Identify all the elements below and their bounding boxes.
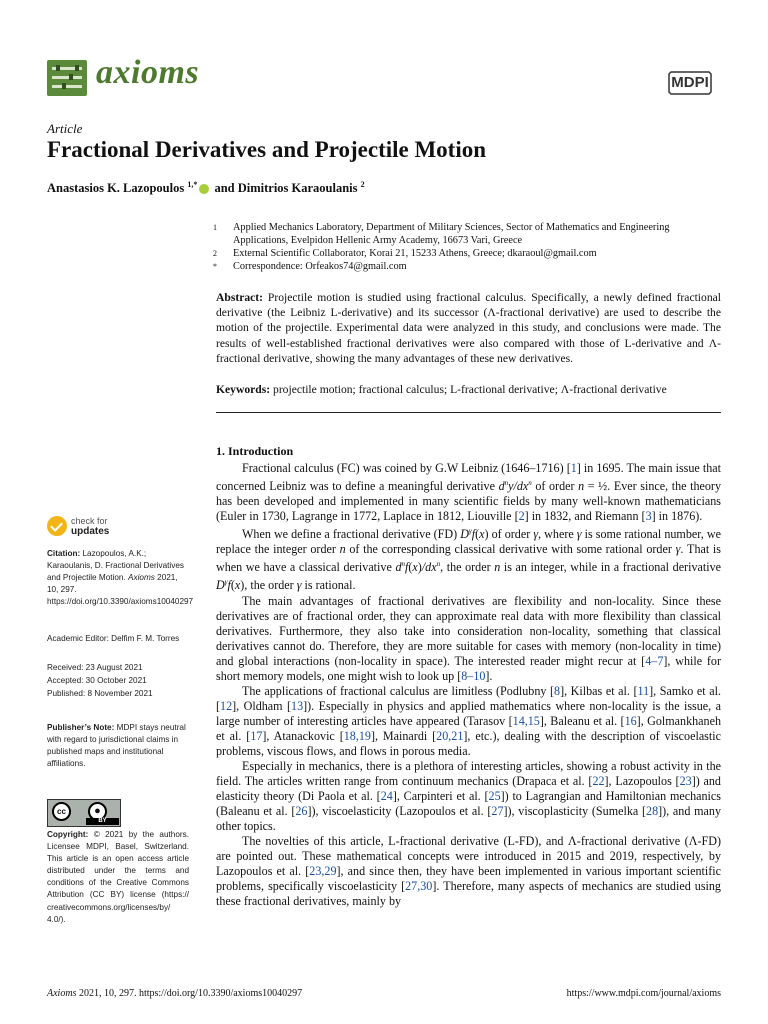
article-type: Article [47,121,83,136]
abstract-text: Projectile motion is studied using fractional calculus. Specifically, a newly defined fractional derivative (the Leibniz L-derivative) and its successor (Λ-fractional derivative) are used to describe the motion of the projectile. Experimental data were analyzed in this study, and conclusions were made. The results of well-established fractional derivatives were also compared with those of L-derivative and Λ-fractional derivative, showing the many advantages of these new derivatives. [216,291,721,365]
author-2[interactable]: and Dimitrios Karaoulanis [214,181,358,196]
publisher-note: Publisher’s Note: MDPI stays neutral with regard to jurisdictional claims in published maps and institutional affiliations. [47,723,186,769]
keywords-text: projectile motion; fractional calculus; L-fractional derivative; Λ-fractional derivative [273,383,667,396]
cc-icon: cc [52,802,71,821]
journal-name: axioms [96,54,200,91]
check-updates-icon [47,516,67,536]
journal-logo-icon [47,60,87,96]
footer-journal-link[interactable]: https://www.mdpi.com/journal/axioms [566,988,721,999]
keywords [216,382,721,397]
check-for-updates-button[interactable] [47,514,177,542]
orcid-icon[interactable] [199,184,209,194]
mdpi-logo[interactable] [667,70,713,96]
abstract [216,290,721,366]
accepted-date: Accepted: 30 October 2021 [47,676,147,685]
author-1[interactable]: Anastasios K. Lazopoulos [47,181,185,196]
citation: Citation: Lazopoulos, A.K.; Karaoulanis, D. Fractional Derivatives and Projectile Motion. Axioms 2021, 10, 297. https://doi.org/10.3390/axioms10040297 [47,549,194,607]
footer-citation: Axioms 2021, 10, 297. https://doi.org/10.3390/axioms10040297 [47,988,303,999]
cc-by-license-badge[interactable] [47,799,121,827]
publisher-name: MDPI [671,74,709,91]
copyright: Copyright: © 2021 by the authors. Licensee MDPI, Basel, Switzerland. This article is an open access article distributed under the terms and conditions of the Creative Commons Attribution (CC BY) license (https:// creativecommons.org/licenses/by/ 4.0/). [47,830,189,924]
introduction-body: Fractional calculus (FC) was coined by G.W Leibniz (1646–1716) [1] in 1695. The main issue that concerned Leibniz was to define a meaningful derivative $d^ny/dx^n$ of order n = ½. Ever since, the theory has been developed and implemented in many scientific fields by many well-known mathematicians (Euler in 1730, Lagrange in 1772, Laplace in 1812, Liouville [2] in 1832, and Riemann [3] in 1876). When we define a fractional derivative (FD) $D^\gamma f(x)$ of order γ, where γ is some rational number, we replace the integer order n of the corresponding classical derivative with some rational order γ. That is when we have a classical derivative $d^nf(x)/dx^n$, the order n is an integer, while in a fractional derivative $D^\gamma f(x)$, the order γ is rational. The main advantages of fractional derivatives are flexibility and non-locality. Since these derivatives are of fractional order, they can approximate real data with more flexibility than classical derivatives. Furthermore, they also take into consideration non-locality, something that classical derivatives cannot do. Therefore, they are more suitable for cases with memory (non-locality in time) and global interactions (non-locality in space). The interested reader might recur at [4–7], while for short memory models, one might wish to look up [8–10]. The applications of fractional calculus are limitless (Podlubny [8], Kilbas et al. [11], Samko et al. [12], Oldham [13]). Especially in physics and applied mathematics where non-locality is the issue, a large number of interesting articles have appeared (Tarasov [14,15], Baleanu et al. [16], Golmankhaneh et al. [17], Atanackovic [18,19], Mainardi [20,21], etc.), dealing with the description of viscoelastic problems, viscous flows, and flows in porous media. Especially in mechanics, there is a plethora of interesting articles, showing a robust activity in the field. The articles written range from continuum mechanics (Drapaca et al. [22], Lazopoulos [23]) and elasticity theory (Di Paola et al. [24], Carpinteri et al. [25]) to Lagrangian and Hamiltonian mechanics (Baleanu et al. [26]), viscoelasticity (Lazopoulos et al. [27]), viscoplasticity (Sumelka [28]), and many other topics. The novelties of this article, L-fractional derivative (L-FD), and Λ-fractional derivative (Λ-FD) are pointed out. These mathematical concepts were introduced in 2015 and 2019, respectively, by Lazopoulos et al. [23,29], and since then, they have been implemented in various important scientific problems, specifically viscoelasticity [27,30]. Therefore, many aspects of mechanics are studied using these fractional derivatives, mainly by [216,461,722,909]
abstract-label: Abstract: [216,291,264,304]
updates-label: updates [71,526,110,537]
divider [216,412,721,413]
keywords-label: Keywords: [216,383,271,396]
section-heading: 1. Introduction [216,444,294,458]
check-for-label: check for [71,516,108,526]
article-title: Fractional Derivatives and Projectile Motion [47,137,487,162]
author-1-marks: 1,* [187,180,198,189]
author-2-marks: 2 [360,180,365,189]
by-label: BY [86,818,119,825]
attribution-icon: ● [88,802,107,821]
academic-editor: Academic Editor: Delfim F. M. Torres [47,634,180,643]
published-date: Published: 8 November 2021 [47,689,153,698]
author-list [47,180,365,196]
received-date: Received: 23 August 2021 [47,663,143,672]
